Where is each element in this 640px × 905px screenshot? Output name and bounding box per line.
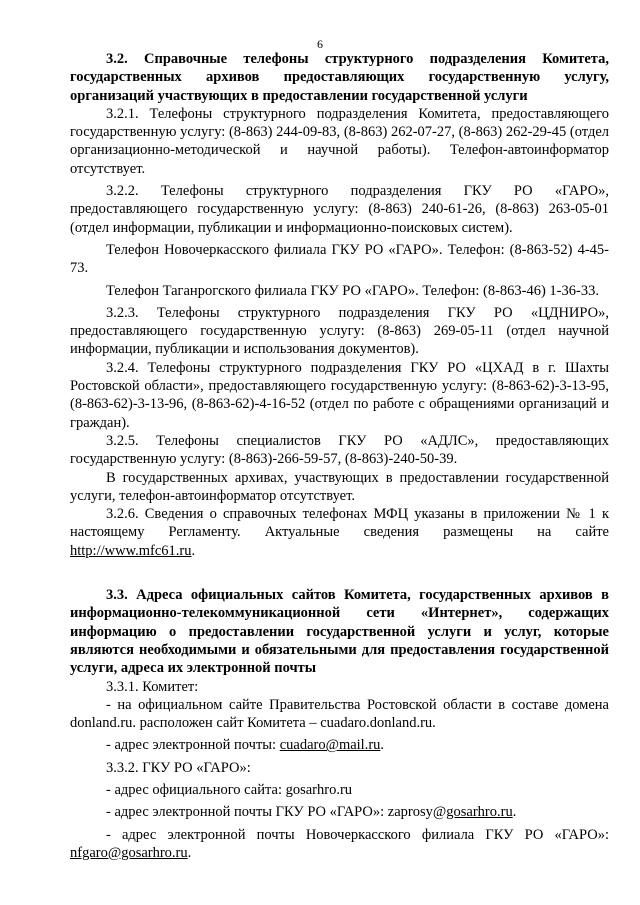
committee-email-link[interactable]: cuadaro@mail.ru	[279, 737, 381, 754]
paragraph-taganrog-phone: Телефон Таганрогского филиала ГКУ РО «ГАРО». Телефон: (8-863-46) 1-36-33.	[106, 282, 599, 299]
section-3-3-heading: 3.3. Адреса официальных сайтов Комитета, государственных архивов в информационно-телекоммуникационной сети «Интернет», содержащих информацию о предоставлении государственной услуги и услуг, которые являются необходимыми и обязательными для предоставления государственной услуги, адреса их электронной почты	[70, 587, 609, 677]
committee-email-label: - адрес электронной почты:	[106, 737, 280, 754]
nf-garo-email-label: - адрес электронной почты Новочеркасского филиала ГКУ РО «ГАРО»:	[106, 826, 609, 843]
paragraph-committee-email	[70, 736, 609, 754]
paragraph-3-2-3: 3.2.3. Телефоны структурного подразделения ГКУ РО «ЦДНИРО», предоставляющего государственную услугу: (8-863) 269-05-11 (отдел научной информации, публикации и использования документов).	[70, 304, 609, 358]
section-3-2-heading: 3.2. Справочные телефоны структурного подразделения Комитета, государственных архивов предоставляющих государственную услугу, организаций участвующих в предоставлении государственной услуги	[70, 51, 609, 104]
paragraph-committee-site: - на официальном сайте Правительства Ростовской области в составе домена donland.ru. расположен сайт Комитета – cuadaro.donland.ru.	[70, 696, 609, 732]
paragraph-3-2-6	[70, 505, 609, 560]
paragraph-3-2-5: 3.2.5. Телефоны специалистов ГКУ РО «АДЛС», предоставляющих государственную услугу: (8-863)-266-59-57, (8-863)-240-50-39.	[70, 432, 609, 468]
nf-garo-email-end: .	[187, 844, 192, 861]
page-content	[70, 50, 609, 862]
paragraph-3-2-4: 3.2.4. Телефоны структурного подразделения ГКУ РО «ЦХАД в г. Шахты Ростовской области», предоставляющего государственную услугу: (8-863-62)-3-13-95, (8-863-62)-3-13-96, (8-863-62)-4-16-52 (отдел по работе с обращениями организаций и граждан).	[70, 359, 609, 431]
paragraph-garo-email	[70, 803, 609, 821]
committee-email-end: .	[380, 737, 385, 754]
paragraph-3-3-2: 3.3.2. ГКУ РО «ГАРО»:	[106, 759, 251, 776]
paragraph-3-2-6-end: .	[191, 542, 196, 559]
paragraph-nf-garo-email	[70, 826, 609, 863]
paragraph-3-2-6-text: 3.2.6. Сведения о справочных телефонах МФЦ указаны в приложении № 1 к настоящему Регламенту. Актуальные сведения размещены на сайте	[70, 506, 609, 541]
nf-garo-email-link[interactable]: nfgaro@gosarhro.ru	[70, 844, 188, 861]
paragraph-3-2-1: 3.2.1. Телефоны структурного подразделения Комитета, предоставляющего государственную услугу: (8-863) 244-09-83, (8-863) 262-07-27, (8-863) 262-29-45 (отдел организационно-методической и научной работы). Телефон-автоинформатор отсутствует.	[70, 105, 609, 177]
paragraph-3-3-1: 3.3.1. Комитет:	[106, 678, 199, 695]
mfc-site-link[interactable]: http://www.mfc61.ru	[70, 542, 192, 559]
page-number: 6	[317, 37, 323, 51]
paragraph-3-2-2: 3.2.2. Телефоны структурного подразделения ГКУ РО «ГАРО», предоставляющего государственную услугу: (8-863) 240-61-26, (8-863) 263-05-01 (отдел информации, публикации и информационно-поисковых систем).	[70, 183, 609, 236]
garo-email-label: - адрес электронной почты ГКУ РО «ГАРО»: zaprosy@	[106, 804, 447, 821]
paragraph-autoinformer: В государственных архивах, участвующих в предоставлении государственной услуги, телефон-автоинформатор отсутствует.	[70, 469, 609, 504]
paragraph-novocherkassk-phone: Телефон Новочеркасского филиала ГКУ РО «ГАРО». Телефон: (8-863-52) 4-45-73.	[70, 241, 609, 277]
garo-email-end: .	[512, 804, 517, 821]
paragraph-garo-site: - адрес официального сайта: gosarhro.ru	[106, 781, 353, 798]
garo-email-link[interactable]: gosarhro.ru	[446, 804, 513, 821]
